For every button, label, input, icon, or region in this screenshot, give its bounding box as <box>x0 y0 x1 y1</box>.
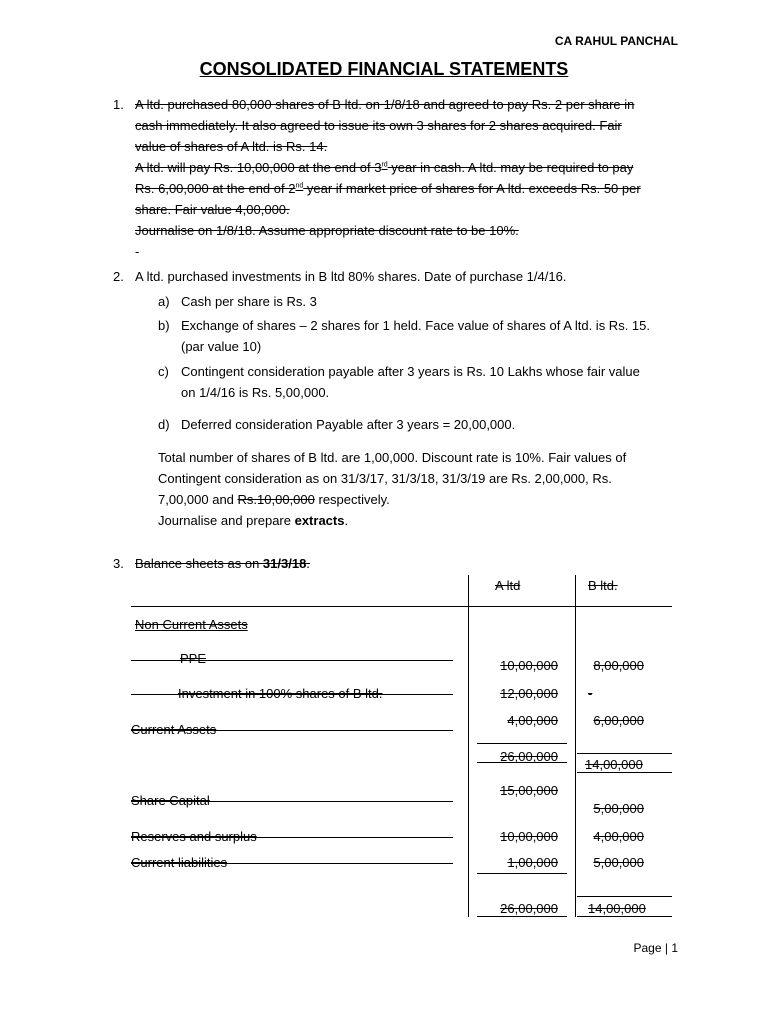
cell-ppe-b: 8,00,000 <box>593 658 644 673</box>
cell-investment-a: 12,00,000 <box>500 686 558 701</box>
row-label-share-capital: Share Capital <box>131 793 210 808</box>
cell-total2-a: 26,00,000 <box>500 901 558 916</box>
table-header-rule <box>131 606 672 607</box>
q1-line-1: A ltd. purchased 80,000 shares of B ltd. on 1/8/18 and agreed to pay Rs. 2 per share in <box>135 97 635 112</box>
row-label-investment: Investment in 100% shares of B ltd. <box>178 686 383 701</box>
cell-share-capital-b: 5,00,000 <box>593 801 644 816</box>
q2-item-b-label: b) <box>158 318 170 333</box>
header-author: CA RAHUL PANCHAL <box>554 34 678 48</box>
col-header-a-ltd: A ltd <box>495 578 521 593</box>
table-vline-a <box>468 575 469 917</box>
footer-separator: | <box>664 941 668 955</box>
q1-line-4b: year in cash. A ltd. may be required to pay <box>387 160 634 175</box>
cell-ppe-a: 10,00,000 <box>500 658 558 673</box>
q2-item-a-text: Cash per share is Rs. 3 <box>181 294 317 309</box>
q2-item-c-label: c) <box>158 364 169 379</box>
footer-page-label: Page <box>633 941 662 955</box>
q1-line-7: Journalise on 1/8/18. Assume appropriate discount rate to be 10%. <box>135 223 519 238</box>
cell-total2-b: 14,00,000 <box>588 901 646 916</box>
q3-title-c: . <box>306 556 310 571</box>
row-label-current-liabilities: Current liabilities <box>131 855 228 870</box>
q2-item-c-text-2: on 1/4/16 is Rs. 5,00,000. <box>181 385 330 400</box>
q2-item-c-text-1: Contingent consideration payable after 3 years is Rs. 10 Lakhs whose fair value <box>181 364 640 379</box>
cell-current-liabilities-a: 1,00,000 <box>507 855 558 870</box>
table-vline-b <box>575 575 576 917</box>
q1-line-5b: year if market price of shares for A ltd. exceeds Rs. 50 per <box>303 181 641 196</box>
q3-title-a: Balance sheets as on <box>135 556 263 571</box>
total2-rule-a-top <box>477 873 567 874</box>
q2-intro: A ltd. purchased investments in B ltd 80% shares. Date of purchase 1/4/16. <box>135 269 567 284</box>
q1-line-5-sup: nd <box>295 182 304 190</box>
q2-item-b-text-1: Exchange of shares – 2 shares for 1 held. Face value of shares of A ltd. is Rs. 15. <box>181 318 650 333</box>
cell-current-assets-b: 6,00,000 <box>593 713 644 728</box>
cell-reserves-a: 10,00,000 <box>500 829 558 844</box>
page-footer <box>633 941 678 955</box>
q1-line-4-sup: rd <box>381 161 388 169</box>
row-label-ppe: PPE <box>180 651 207 666</box>
q2-para-line-4a: Journalise and prepare <box>158 513 295 528</box>
q1-line-6: share. Fair value 4,00,000. <box>135 202 290 217</box>
q2-para-line-4-bold: extracts <box>294 513 345 528</box>
footer-page-number: 1 <box>671 941 678 955</box>
col-header-b-ltd: B ltd. <box>588 578 618 593</box>
q3-title <box>135 553 310 574</box>
row-label-current-assets: Current Assets <box>131 722 217 737</box>
q2-item-a-label: a) <box>158 294 170 309</box>
q1-line-4 <box>135 157 633 178</box>
q3-title-date: 31/3/18 <box>262 556 307 571</box>
q2-item-d-label: d) <box>158 417 170 432</box>
q2-para-line-3a: 7,00,000 and <box>158 492 238 507</box>
q1-line-8: - <box>135 244 140 259</box>
q2-para-line-3-strike: Rs.10,00,000 <box>237 492 315 507</box>
q1-line-5 <box>135 178 641 199</box>
q2-number: 2. <box>113 269 124 284</box>
cell-investment-b: - <box>588 686 593 701</box>
q2-para-line-1: Total number of shares of B ltd. are 1,00,000. Discount rate is 10%. Fair values of <box>158 450 627 465</box>
row-label-reserves: Reserves and surplus <box>131 829 257 844</box>
total1-rule-a-top <box>477 743 567 744</box>
page-title: CONSOLIDATED FINANCIAL STATEMENTS <box>199 59 569 79</box>
cell-share-capital-a: 15,00,000 <box>500 783 558 798</box>
q1-line-3: value of shares of A ltd. is Rs. 14. <box>135 139 328 154</box>
row-label-non-current-assets: Non Current Assets <box>135 617 248 632</box>
total2-rule-b-top <box>577 896 672 897</box>
q2-para-line-3 <box>158 489 390 510</box>
q1-line-5a: Rs. 6,00,000 at the end of 2 <box>135 181 296 196</box>
q2-para-line-4 <box>158 510 348 531</box>
cell-total1-b: 14,00,000 <box>585 757 643 772</box>
q3-number: 3. <box>113 556 124 571</box>
cell-current-liabilities-b: 5,00,000 <box>593 855 644 870</box>
q1-line-2: cash immediately. It also agreed to issue its own 3 shares for 2 shares acquired. Fair <box>135 118 622 133</box>
total1-rule-b-top <box>577 753 672 754</box>
cell-current-assets-a: 4,00,000 <box>507 713 558 728</box>
q2-para-line-2: Contingent consideration as on 31/3/17, 31/3/18, 31/3/19 are Rs. 2,00,000, Rs. <box>158 471 612 486</box>
cell-total1-a: 26,00,000 <box>500 749 558 764</box>
q2-item-b-text-2: (par value 10) <box>181 339 262 354</box>
q2-para-line-3b: respectively. <box>314 492 390 507</box>
q2-item-d-text: Deferred consideration Payable after 3 years = 20,00,000. <box>181 417 516 432</box>
q1-line-4a: A ltd. will pay Rs. 10,00,000 at the end of 3 <box>135 160 382 175</box>
cell-reserves-b: 4,00,000 <box>593 829 644 844</box>
q1-number: 1. <box>113 97 124 112</box>
q2-para-line-4b: . <box>344 513 349 528</box>
